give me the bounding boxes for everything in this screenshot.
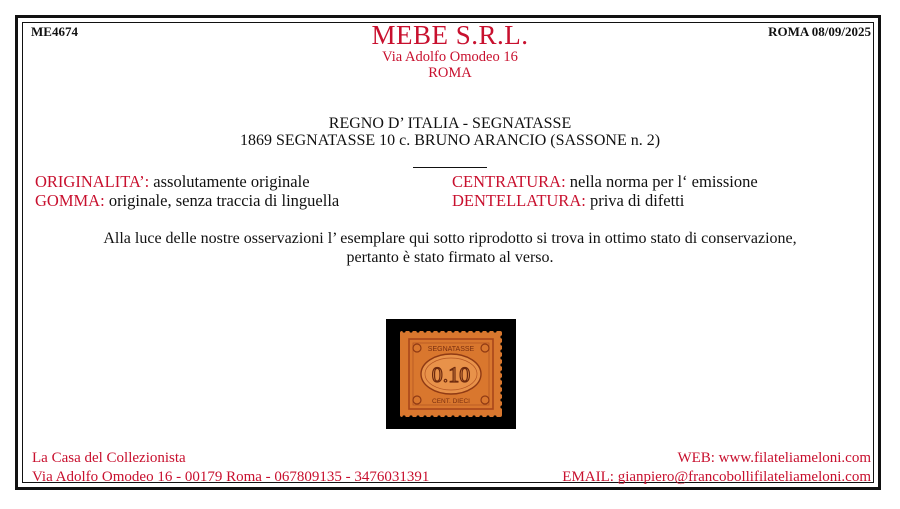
attribute-value: assolutamente originale [149, 172, 310, 191]
statement-line2: pertanto è stato firmato al verso. [346, 249, 554, 266]
company-name: MEBE S.R.L. [371, 20, 529, 50]
footer-shop-address: Via Adolfo Omodeo 16 - 00179 Roma - 067809135 - 3476031391 [32, 469, 430, 485]
place-date: ROMA 08/09/2025 [768, 24, 871, 39]
attribute-originalita [35, 172, 310, 192]
footer-shop-name: La Casa del Collezionista [32, 450, 186, 466]
attribute-label: GOMMA: [35, 191, 105, 210]
divider-rule [413, 167, 487, 168]
certificate-code: ME4674 [31, 24, 78, 39]
company-address-street: Via Adolfo Omodeo 16 [382, 49, 518, 65]
attribute-value: priva di difetti [585, 191, 685, 210]
item-title-line1: REGNO D’ ITALIA - SEGNATASSE [328, 115, 572, 132]
attribute-gomma [35, 191, 339, 211]
attribute-dentellatura [452, 191, 684, 211]
stamp-illustration [400, 331, 502, 417]
attribute-label: ORIGINALITA’: [35, 172, 150, 191]
attribute-value: originale, senza traccia di linguella [104, 191, 340, 210]
footer-web-link[interactable]: WEB: www.filateliameloni.com [677, 450, 871, 466]
stamp-bottom-text: CENT. DIECI [432, 398, 470, 405]
item-title-line2: 1869 SEGNATASSE 10 c. BRUNO ARANCIO (SASSONE n. 2) [239, 132, 661, 149]
stamp-top-text: SEGNATASSE [427, 346, 475, 353]
attribute-centratura [452, 172, 758, 192]
footer-email-link[interactable]: EMAIL: gianpiero@francobollifilateliameloni.com [562, 469, 871, 485]
stamp-value-text: 0.10 [431, 362, 471, 387]
statement-line1: Alla luce delle nostre osservazioni l’ esemplare qui sotto riprodotto si trova in ottimo stato di conservazione, [103, 230, 797, 247]
company-address-city: ROMA [428, 65, 472, 81]
attribute-label: CENTRATURA: [452, 172, 566, 191]
stamp-image [386, 319, 516, 429]
attribute-value: nella norma per l‘ emissione [565, 172, 758, 191]
attribute-label: DENTELLATURA: [452, 191, 586, 210]
